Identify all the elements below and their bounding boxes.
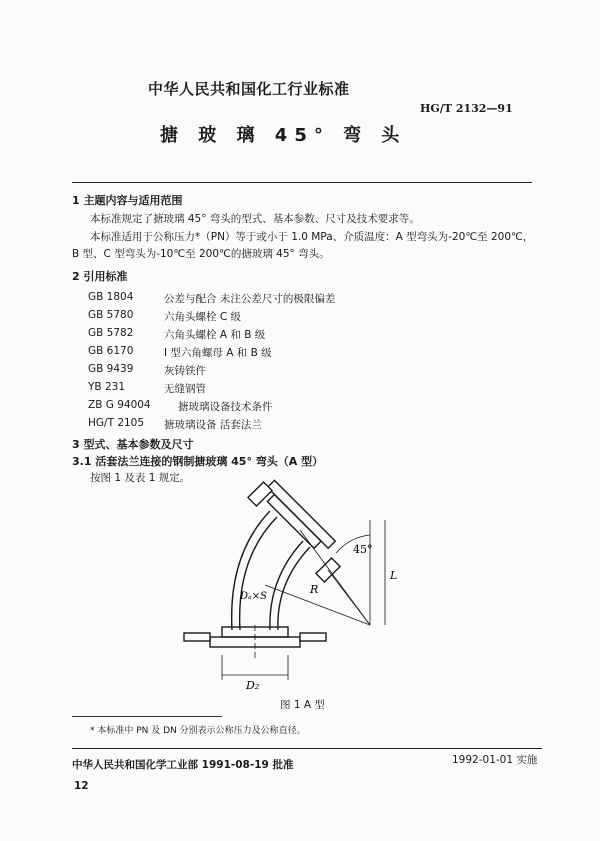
footnote: * 本标准中 PN 及 DN 分别表示公称压力及公称直径。 <box>90 726 306 736</box>
angle-label: 45° <box>353 543 373 556</box>
flange-diameter-label: D₂ <box>246 679 260 692</box>
bolt-left <box>184 633 210 641</box>
footnote-divider <box>72 716 222 717</box>
section-1-paragraph-2-line-1: 本标准适用于公称压力*（PN）等于或小于 1.0 MPa、介质温度：A 型弯头为-20℃至 200℃， <box>90 231 534 243</box>
industry-standard-title: 中华人民共和国化工行业标准 <box>148 80 350 98</box>
figure-caption: 图 1 A 型 <box>280 699 325 711</box>
page-number: 12 <box>74 780 89 792</box>
page-title: 搪 玻 璃 45° 弯 头 <box>160 125 407 146</box>
ref-code: GB 9439 <box>88 363 134 375</box>
section-2-heading: 2 引用标准 <box>72 270 128 283</box>
ref-code: GB 1804 <box>88 291 134 303</box>
ref-code: YB 231 <box>88 381 125 393</box>
ref-title: 六角头螺栓 C 级 <box>164 311 242 323</box>
radius-label: R <box>310 583 319 596</box>
ref-code: HG/T 2105 <box>88 417 145 429</box>
elbow-figure <box>170 475 430 710</box>
standard-number: HG/T 2132—91 <box>420 102 513 115</box>
ref-title: 搪玻璃设备技术条件 <box>178 401 273 413</box>
section-1-heading: 1 主题内容与适用范围 <box>72 194 183 207</box>
ref-code: ZB G 94004 <box>88 399 151 411</box>
elbow-outer-wall-inner <box>240 517 277 630</box>
top-loose-flange <box>267 480 335 548</box>
section-3-1-text: 按图 1 及表 1 规定。 <box>90 472 191 484</box>
header-divider <box>72 182 532 183</box>
ref-title: 六角头螺栓 A 和 B 级 <box>164 329 266 341</box>
approval-text: 中华人民共和国化学工业部 1991-08-19 批准 <box>72 759 294 771</box>
ref-title: I 型六角螺母 A 和 B 级 <box>164 347 272 359</box>
ref-title: 公差与配合 未注公差尺寸的极限偏差 <box>164 293 336 305</box>
ref-title: 搪玻璃设备 活套法兰 <box>164 419 262 431</box>
section-1-paragraph-2-line-2: B 型、C 型弯头为-10℃至 200℃的搪玻璃 45° 弯头。 <box>72 248 330 260</box>
length-label: L <box>390 569 398 582</box>
implementation-date: 1992-01-01 实施 <box>452 754 538 766</box>
elbow-inner-wall <box>278 547 310 630</box>
ref-title: 无缝钢管 <box>164 383 206 395</box>
top-flange <box>267 494 321 548</box>
ref-code: GB 5780 <box>88 309 134 321</box>
bolt-right <box>300 633 326 641</box>
section-3-1-heading: 3.1 活套法兰连接的钢制搪玻璃 45° 弯头（A 型） <box>72 455 324 468</box>
elbow-outer-wall <box>232 511 270 630</box>
pipe-size-label: Dₐ×S <box>240 591 268 602</box>
elbow-inner-wall-inner <box>270 541 303 630</box>
section-1-paragraph-1: 本标准规定了搪玻璃 45° 弯头的型式、基本参数、尺寸及技术要求等。 <box>90 213 420 225</box>
ref-title: 灰铸铁件 <box>164 365 206 377</box>
section-3-heading: 3 型式、基本参数及尺寸 <box>72 438 194 451</box>
ref-code: GB 6170 <box>88 345 134 357</box>
ref-code: GB 5782 <box>88 327 134 339</box>
footer-divider <box>72 748 542 749</box>
